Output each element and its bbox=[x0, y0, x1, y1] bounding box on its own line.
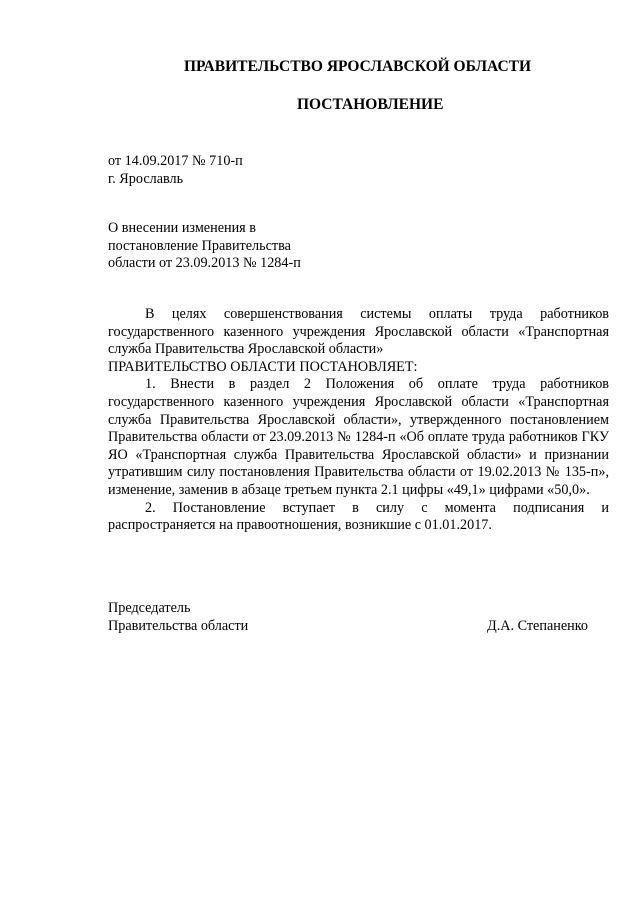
date-number: от 14.09.2017 № 710-п bbox=[108, 153, 243, 169]
signer-title-2: Правительства области bbox=[108, 617, 249, 634]
subject-line-3: области от 23.09.2013 № 1284-п bbox=[108, 255, 301, 272]
document-body bbox=[108, 306, 609, 535]
city: г. Ярославль bbox=[108, 170, 184, 187]
document-type: ПОСТАНОВЛЕНИЕ bbox=[297, 96, 444, 113]
subject-line-1: О внесении изменения в bbox=[108, 220, 256, 236]
document-subject bbox=[108, 220, 408, 273]
signature-row bbox=[108, 618, 588, 636]
item-2: 2. Постановление вступает в силу с момента подписания и распространяется на правоотношения, возникшие с 01.01.2017. bbox=[108, 499, 609, 534]
government-title: ПРАВИТЕЛЬСТВО ЯРОСЛАВСКОЙ ОБЛАСТИ bbox=[184, 58, 532, 75]
subject-line-2: постановление Правительства bbox=[108, 237, 291, 254]
signer-title-1: Председатель bbox=[108, 600, 191, 616]
resolution-phrase: ПРАВИТЕЛЬСТВО ОБЛАСТИ ПОСТАНОВЛЯЕТ: bbox=[108, 358, 418, 375]
signature-block bbox=[108, 600, 588, 635]
item-1: 1. Внести в раздел 2 Положения об оплате труда работников государственного казенного учреждения Ярославской области «Транспортная служба Правительства Ярославской области», утвержденного постановлением Правительства области от 23.09.2013 № 1284-п «Об оплате труда работников ГКУ ЯО «Транспортная служба Правительства Ярославской области» и признании утратившим силу постановления Правительства области от 19.02.2013 № 135-п», изменение, заменив в абзаце третьем пункта 2.1 цифры «49,1» цифрами «50,0». bbox=[108, 376, 609, 498]
signer-name: Д.А. Степаненко bbox=[487, 617, 588, 634]
document-meta bbox=[108, 153, 408, 188]
intro-paragraph: В целях совершенствования системы оплаты труда работников государственного казенного учреждения Ярославской области «Транспортная служба Правительства Ярославской области» bbox=[108, 306, 609, 358]
